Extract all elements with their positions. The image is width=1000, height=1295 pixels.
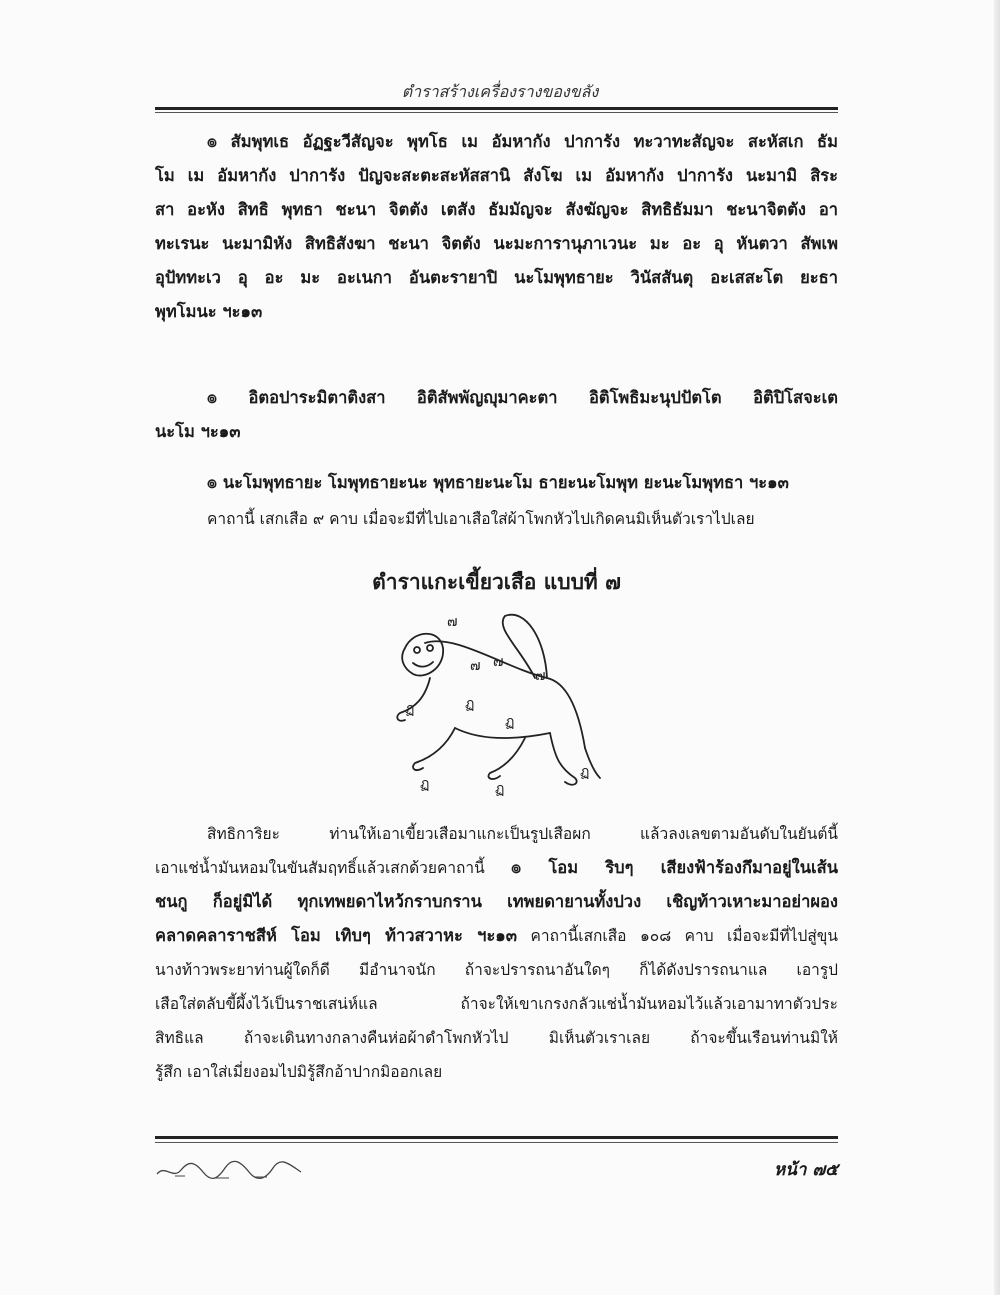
text-run-bold: คลาดคลาราชสีห์ โอม เทิบๆ ท้าวสวาหะ ฯะ๑๓ (155, 926, 518, 945)
text-line: พุทโมนะ ฯะ๑๓ (155, 302, 263, 321)
text-run: คาถานี้เสกเสือ ๑๐๘ คาบ เมื่อจะมีที่ไปสู่ขุน (517, 927, 838, 945)
text-line: นะโม ฯะ๑๓ (155, 422, 241, 441)
header-rule (155, 107, 838, 110)
paragraph-c (155, 466, 838, 500)
svg-text:๗: ๗ (493, 654, 504, 670)
paragraph-e (155, 817, 838, 1089)
text-line: เสือใส่ตลับขี้ผึ้งไว้เป็นราชเสน่ห์แล ถ้าจะให้เขาเกรงกลัวแช่น้ำมันหอมไว้แล้วเอามาทาตัวประ (155, 995, 838, 1013)
text-run-bold: ๏ โอม ริบๆ เสียงฟ้าร้องกึมาอยู่ในเส้น (511, 858, 838, 877)
text-line: สิทธิแล ถ้าจะเดินทางกลางคืนห่อผ้าดำโพกหัวไป มิเห็นตัวเราเลย ถ้าจะขึ้นเรือนท่านมิให้ (155, 1029, 838, 1047)
running-header: ตำราสร้างเครื่องรางของขลัง (401, 82, 599, 101)
footer-rule (155, 1136, 838, 1139)
header-rule-thin (155, 112, 838, 113)
svg-text:ฏ: ฏ (465, 696, 475, 712)
svg-text:๗: ๗ (535, 668, 546, 684)
text-line: ทะเรนะ นะมามิหัง สิทธิสังฆา ชะนา จิตตัง นะมะการานุภาเวนะ มะ อะ อุ หันตวา สัพเพ (155, 234, 838, 253)
svg-text:ฏ: ฏ (495, 781, 505, 797)
tiger-drawing-icon (385, 608, 625, 798)
section-title: ตำราแกะเขี้ยวเสือ แบบที่ ๗ (372, 569, 621, 594)
text-line: รู้สึก เอาใส่เมี่ยงอมไปมิรู้สึกอ้าปากมิออกเลย (155, 1063, 443, 1081)
text-line: ชนกู ก็อยู่มิได้ ทุกเทพยดาไหว้กราบกราน เทพยดายานทั้งปวง เชิญท้าวเหาะมาอย่าผอง (155, 892, 838, 911)
paragraph-d (155, 502, 838, 536)
text-line: สิทธิการิยะ ท่านให้เอาเขี้ยวเสือมาแกะเป็นรูปเสือผก แล้วลงเลขตามอันดับในยันต์นี้ (207, 825, 838, 843)
page-number: หน้า ๗๕ (774, 1160, 838, 1180)
text-run: เอาแช่น้ำมันหอมในขันสัมฤทธิ์แล้วเสกด้วยคาถานี้ (155, 859, 512, 877)
text-line (155, 851, 838, 885)
text-line: สา อะหัง สิทธิ พุทธา ชะนา จิตตัง เตสัง ธัมมัญจะ สังฆัญจะ สิทธิธัมมา ชะนาจิตตัง อา (155, 200, 838, 219)
footer-rule-thin (155, 1142, 838, 1143)
paragraph-b (155, 381, 838, 449)
text-line: คาถานี้ เสกเสือ ๙ คาบ เมื่อจะมีที่ไปเอาเสือใส่ผ้าโพกหัวไปเกิดคนมิเห็นตัวเราไปเลย (207, 510, 755, 528)
text-line: อุปัททะเว อุ อะ มะ อะเนกา อันตะรายาปิ นะโมพุทธายะ วินัสสันตุ อะเสสะโต ยะธา (155, 268, 838, 287)
svg-text:๗: ๗ (447, 614, 458, 630)
svg-text:ฏ: ฏ (505, 714, 515, 730)
text-line: โม เม อัมหากัง ปาการัง ปัญจะสะตะสะหัสสานิ สังโฆ เม อัมหากัง ปาการัง นะมามิ สิระ (155, 166, 838, 185)
text-line: ๏ อิตอปาระมิตาติงสา อิติสัพพัญญุมาคะตา อิติโพธิมะนุปปัตโต อิติปิโสจะเต (207, 388, 838, 407)
text-line: ๏ สัมพุทเธ อัฏฐะวีสัญจะ พุทโธ เม อัมหากัง ปาการัง ทะวาทะสัญจะ สะหัสเก ธัม (207, 132, 838, 151)
svg-text:๗: ๗ (470, 658, 481, 674)
svg-text:ฏ: ฏ (420, 776, 430, 792)
text-line (155, 919, 838, 953)
text-line: ๏ นะโมพุทธายะ โมพุทธายะนะ พุทธายะนะโม ธายะนะโมพุท ยะนะโมพุทธา ฯะ๑๓ (207, 473, 789, 492)
page-edge (994, 0, 1000, 1295)
paragraph-a (155, 125, 838, 329)
text-line: นางท้าวพระยาท่านผู้ใดก็ดี มีอำนาจนัก ถ้าจะปรารถนาอันใดๆ ก็ได้ดังปรารถนาแล เอารูป (155, 961, 838, 979)
handwritten-signature-icon (155, 1156, 305, 1182)
svg-text:ฏ: ฏ (405, 701, 415, 717)
svg-text:ฏ: ฏ (580, 764, 590, 780)
